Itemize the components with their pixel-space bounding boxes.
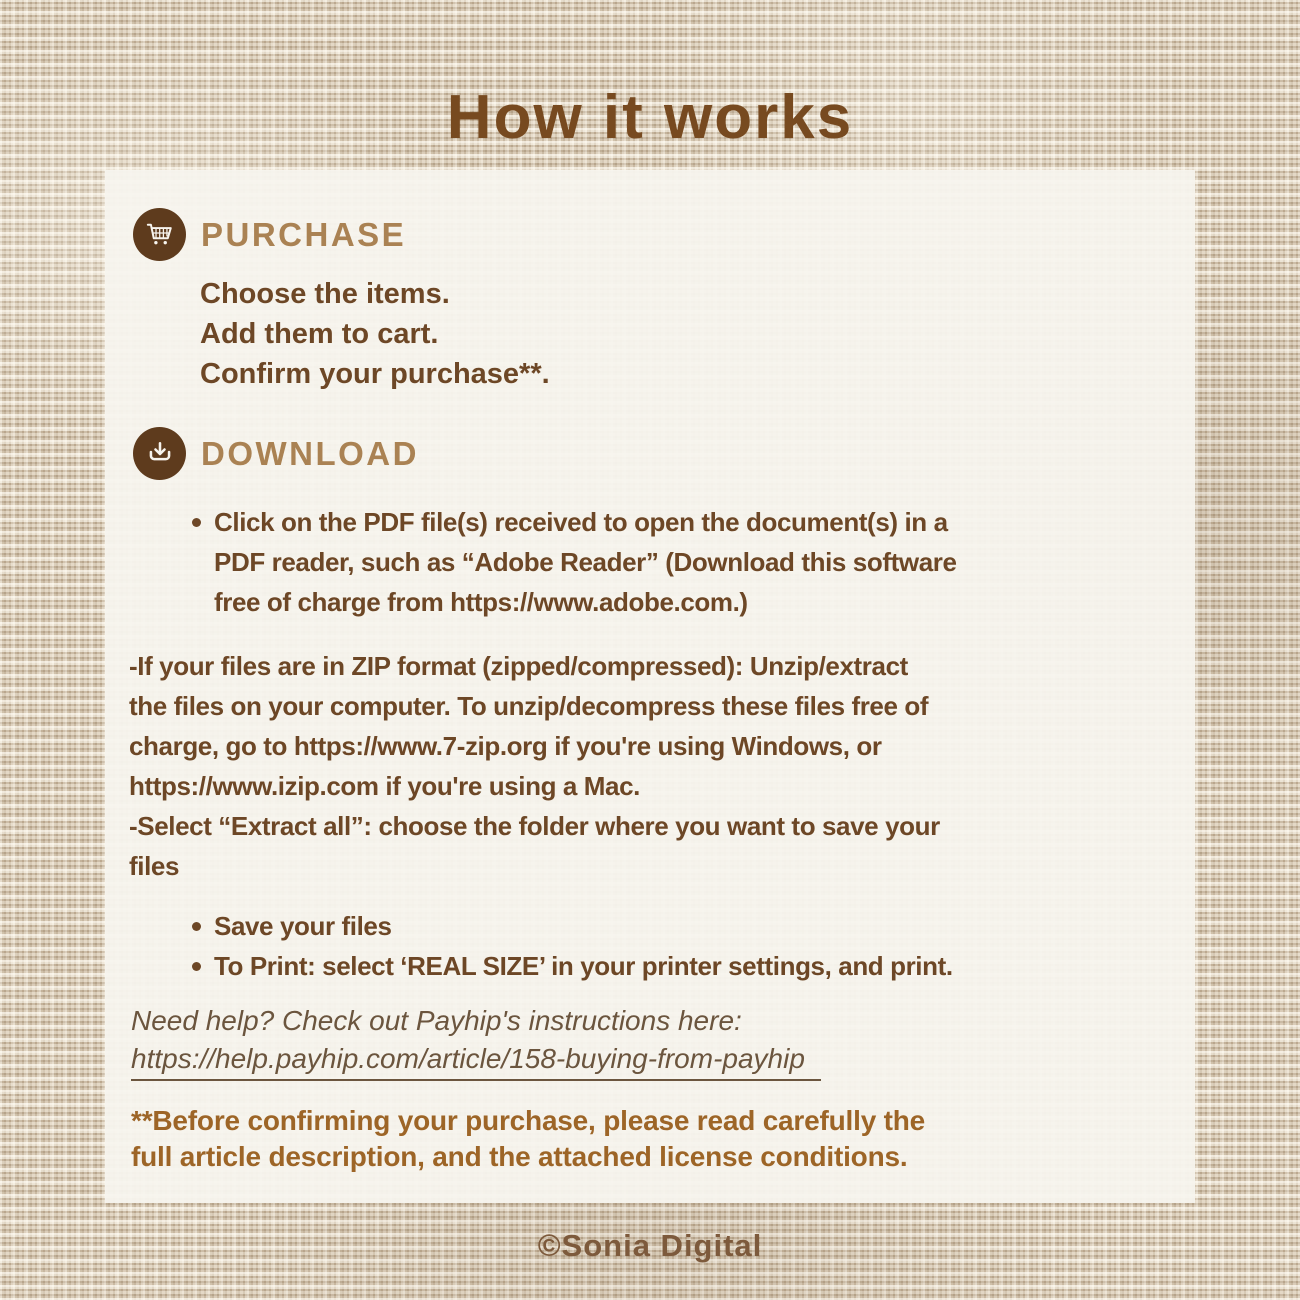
help-note: [131, 1002, 1137, 1081]
purchase-step: Choose the items.: [200, 278, 450, 310]
bullet-item-save: [190, 906, 1137, 946]
notice-line: full article description, and the attached license conditions.: [131, 1141, 908, 1172]
zip-line: -Select “Extract all”: choose the folder where you want to save your: [129, 811, 940, 841]
zip-line: files: [129, 851, 180, 881]
purchase-notice: [131, 1103, 1137, 1175]
zip-line: https://www.izip.com if you're using a Mac.: [129, 771, 640, 801]
page-title: How it works: [446, 83, 854, 152]
purchase-step: Add them to cart.: [200, 318, 439, 350]
purchase-header: [133, 208, 1137, 261]
download-header: [133, 427, 1137, 480]
purchase-step: Confirm your purchase**.: [200, 358, 550, 390]
cart-icon: [133, 208, 186, 261]
zip-line: -If your files are in ZIP format (zipped/compressed): Unzip/extract: [129, 651, 908, 681]
instructions-card: [105, 170, 1195, 1203]
zip-instructions: [129, 646, 1137, 886]
download-bullet-list: [190, 502, 1137, 622]
download-heading: DOWNLOAD: [201, 434, 419, 472]
save-print-bullet-list: [190, 906, 1137, 986]
purchase-heading: PURCHASE: [201, 215, 407, 253]
payhip-help-link[interactable]: https://help.payhip.com/article/158-buying-from-payhip: [131, 1040, 821, 1081]
bullet-item-pdf-reader: [190, 502, 1137, 622]
bullet-line: To Print: select ‘REAL SIZE’ in your printer settings, and print.: [214, 951, 953, 981]
bullet-line: free of charge from https://www.adobe.com.): [214, 587, 748, 617]
purchase-steps: [200, 274, 1137, 394]
zip-line: charge, go to https://www.7-zip.org if you're using Windows, or: [129, 731, 882, 761]
zip-line: the files on your computer. To unzip/decompress these files free of: [129, 691, 929, 721]
bullet-line: Click on the PDF file(s) received to open the document(s) in a: [214, 507, 948, 537]
help-text: Need help? Check out Payhip's instructions here:: [131, 1005, 742, 1036]
bullet-line: PDF reader, such as “Adobe Reader” (Download this software: [214, 547, 957, 577]
download-icon: [133, 427, 186, 480]
copyright: ©Sonia Digital: [537, 1228, 763, 1263]
notice-line: **Before confirming your purchase, please read carefully the: [131, 1105, 926, 1136]
bullet-line: Save your files: [214, 911, 392, 941]
bullet-item-print: [190, 946, 1137, 986]
